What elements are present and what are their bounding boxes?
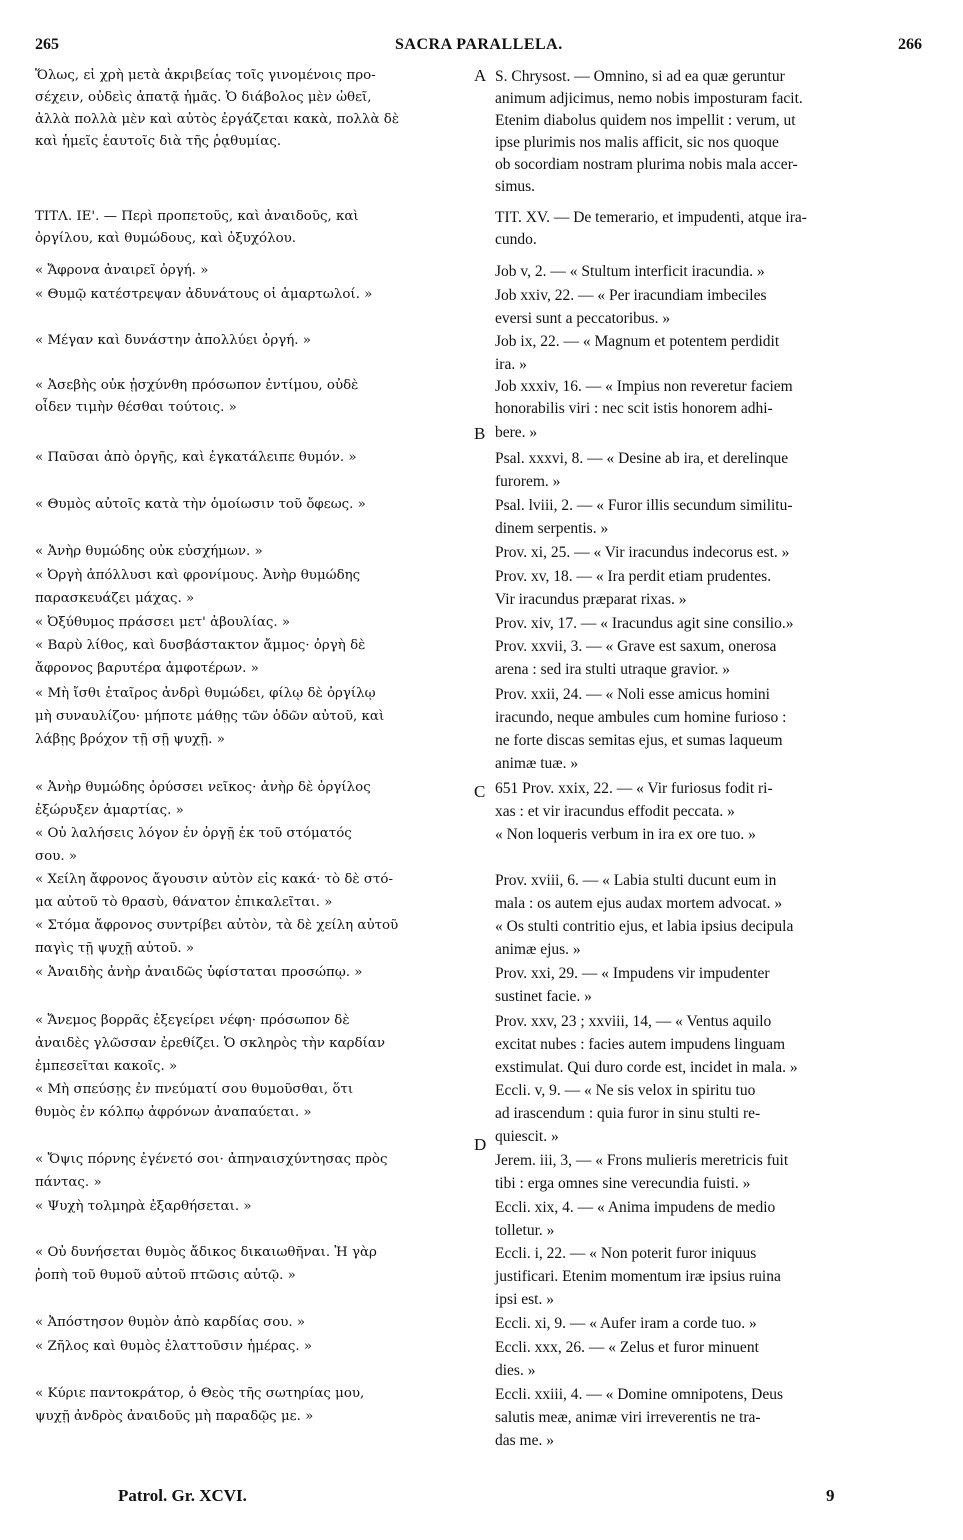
latin-text-line: ipse plurimis nos malis afficit, sic nos quoque [495, 134, 779, 151]
latin-text-line: TIT. XV. — De temerario, et impudenti, atque ira- [495, 209, 807, 226]
greek-text-line: ὀργίλου, καὶ θυμώδους, καὶ ὀξυχόλου. [35, 231, 297, 246]
greek-text-line: « Οὐ δυνήσεται θυμὸς ἄδικος δικαιωθῆναι. Ἡ γὰρ [35, 1245, 377, 1260]
greek-text-line: « Μέγαν καὶ δυνάστην ἀπολλύει ὀργή. » [35, 333, 311, 348]
latin-text-line: excitat nubes : facies autem impudens linguam [495, 1036, 786, 1053]
greek-text-line: λάβῃς βρόχον τῇ σῇ ψυχῇ. » [35, 732, 225, 747]
latin-text-line: cundo. [495, 231, 537, 248]
greek-text-line: πάντας. » [35, 1175, 102, 1190]
latin-text-line: 651 Prov. xxix, 22. — « Vir furiosus fodit ri- [495, 780, 773, 797]
latin-text-line: animæ ejus. » [495, 941, 581, 958]
greek-text-line: ἄφρονος βαρυτέρα ἀμφοτέρων. » [35, 661, 259, 676]
greek-text-line: « Παῦσαι ἀπὸ ὀργῆς, καὶ ἐγκατάλειπε θυμόν. » [35, 450, 357, 465]
greek-text-line: « Χείλη ἄφρονος ἄγουσιν αὐτὸν εἰς κακά· τὸ δὲ στό- [35, 872, 393, 887]
latin-text-line: ob socordiam nostram plurima nobis mala accer- [495, 156, 798, 173]
greek-text-line: « Κύριε παντοκράτορ, ὁ Θεὸς τῆς σωτηρίας μου, [35, 1386, 365, 1401]
latin-text-line: ipsi est. » [495, 1291, 554, 1308]
latin-text-line: dies. » [495, 1362, 536, 1379]
greek-text-line: οἶδεν τιμὴν θέσθαι τούτοις. » [35, 400, 237, 415]
latin-text-line: Prov. xxvii, 3. — « Grave est saxum, onerosa [495, 638, 777, 655]
latin-text-line: Prov. xxi, 29. — « Impudens vir impudenter [495, 965, 770, 982]
latin-text-line: Prov. xxv, 23 ; xxviii, 14, — « Ventus aquilo [495, 1013, 772, 1030]
latin-text-line: iracundo, neque ambules cum homine furioso : [495, 709, 787, 726]
latin-text-line: Prov. xi, 25. — « Vir iracundus indecorus est. » [495, 544, 790, 561]
latin-text-line: ne forte discas semitas ejus, et sumas laqueum [495, 732, 783, 749]
greek-text-line: ἀλλὰ πολλὰ μὲν καὶ αὐτὸς ἐργάζεται κακὰ, πολλὰ δὲ [35, 112, 400, 127]
latin-text-line: Prov. xiv, 17. — « Iracundus agit sine consilio.» [495, 615, 794, 632]
greek-text-line: « Θυμὸς αὐτοῖς κατὰ τὴν ὁμοίωσιν τοῦ ὄφεως. » [35, 497, 366, 512]
greek-text-line: καὶ ἡμεῖς ἑαυτοῖς διὰ τῆς ῥᾳθυμίας. [35, 134, 282, 149]
latin-text-line: Job ix, 22. — « Magnum et potentem perdidit [495, 333, 780, 350]
latin-text-line: Eccli. xxx, 26. — « Zelus et furor minuent [495, 1339, 759, 1356]
footer-signature: 9 [826, 1486, 835, 1505]
latin-text-line: salutis meæ, animæ viri irreverentis ne tra- [495, 1409, 761, 1426]
greek-text-line: ἐξώρυξεν ἁμαρτίας. » [35, 803, 184, 818]
section-letter-a: A [474, 66, 487, 85]
latin-text-line: mala : os autem ejus audax mortem advocat. » [495, 895, 783, 912]
greek-text-line: ῥοπὴ τοῦ θυμοῦ αὐτοῦ πτῶσις αὐτῷ. » [35, 1268, 296, 1283]
running-title: SACRA PARALLELA. [395, 36, 563, 53]
greek-text-line: « Ἄφρονα ἀναιρεῖ ὀργή. » [35, 263, 209, 278]
greek-text-line: « Ὀργὴ ἀπόλλυσι καὶ φρονίμους. Ἀνὴρ θυμώδης [35, 568, 361, 583]
latin-text-line: justificari. Etenim momentum iræ ipsius ruina [495, 1268, 781, 1285]
greek-text-line: παγὶς τῇ ψυχῇ αὐτοῦ. » [35, 941, 195, 956]
latin-text-line: ad irascendum : quia furor in sinu stulti re- [495, 1105, 761, 1122]
latin-text-line: ira. » [495, 356, 527, 373]
greek-text-line: θυμὸς ἐν κόλπῳ ἀφρόνων ἀναπαύεται. » [35, 1105, 312, 1120]
latin-text-line: Vir iracundus præparat rixas. » [495, 591, 687, 608]
greek-text-line: « Ζῆλος καὶ θυμὸς ἐλαττοῦσιν ἡμέρας. » [35, 1339, 313, 1354]
latin-text-line: Etenim diabolus quidem nos impellit : verum, ut [495, 112, 796, 129]
latin-text-line: furorem. » [495, 473, 561, 490]
latin-text-line: Psal. xxxvi, 8. — « Desine ab ira, et derelinque [495, 450, 789, 467]
latin-text-line: animum adjicimus, nemo nobis imposturam facit. [495, 90, 803, 107]
latin-text-line: Prov. xviii, 6. — « Labia stulti ducunt eum in [495, 872, 777, 889]
greek-text-line: « Οὐ λαλήσεις λόγον ἐν ὀργῇ ἐκ τοῦ στόματός [35, 826, 352, 841]
greek-text-line: « Ἀπόστησον θυμὸν ἀπὸ καρδίας σου. » [35, 1315, 306, 1330]
greek-text-line: « Μὴ σπεύσῃς ἐν πνεύματί σου θυμοῦσθαι, ὅτι [35, 1082, 354, 1097]
latin-text-line: Eccli. xix, 4. — « Anima impudens de medio [495, 1199, 776, 1216]
page-number-left: 265 [35, 36, 59, 53]
page-number-right: 266 [898, 36, 922, 53]
greek-text-line: « Ἀσεβὴς οὐκ ᾐσχύνθη πρόσωπον ἐντίμου, οὐδὲ [35, 378, 359, 393]
latin-text-line: simus. [495, 178, 536, 195]
latin-text-line: bere. » [495, 424, 538, 441]
greek-text-line: « Ὄψις πόρνης ἐγένετό σοι· ἀπηναισχύντησας πρὸς [35, 1152, 388, 1167]
greek-text-line: « Ἄνεμος βορρᾶς ἐξεγείρει νέφη· πρόσωπον δὲ [35, 1013, 350, 1028]
latin-text-line: Prov. xv, 18. — « Ira perdit etiam prudentes. [495, 568, 772, 585]
latin-text-line: eversi sunt a peccatoribus. » [495, 310, 671, 327]
greek-text-line: παρασκευάζει μάχας. » [35, 591, 195, 606]
latin-text-line: das me. » [495, 1432, 554, 1449]
latin-text-line: exstimulat. Qui duro corde est, incidet in mala. » [495, 1059, 798, 1076]
greek-text-line: « Βαρὺ λίθος, καὶ δυσβάστακτον ἄμμος· ὀργὴ δὲ [35, 638, 366, 653]
footer-series: Patrol. Gr. XCVI. [118, 1486, 247, 1505]
latin-text-line: « Os stulti contritio ejus, et labia ipsius decipula [495, 918, 794, 935]
latin-text-line: honorabilis viri : nec scit istis honorem adhi- [495, 400, 773, 417]
latin-text-line: dinem serpentis. » [495, 520, 609, 537]
greek-text-line: Ὅλως, εἰ χρὴ μετὰ ἀκριβείας τοῖς γινομένοις προ- [35, 68, 376, 83]
latin-text-line: Eccli. xxiii, 4. — « Domine omnipotens, Deus [495, 1386, 784, 1403]
greek-text-line: « Ψυχὴ τολμηρὰ ἐξαρθήσεται. » [35, 1199, 252, 1214]
greek-text-line: « Μὴ ἴσθι ἑταῖρος ἀνδρὶ θυμώδει, φίλῳ δὲ ὀργίλῳ [35, 686, 376, 701]
greek-text-line: σέχειν, οὐδεὶς ἀπατᾷ ἡμᾶς. Ὁ διάβολος μὲν ὠθεῖ, [35, 90, 372, 105]
greek-text-line: « Θυμῷ κατέστρεψαν ἀδυνάτους οἱ ἁμαρτωλοί. » [35, 287, 373, 302]
greek-text-line: ψυχῇ ἀνδρὸς ἀναιδοῦς μὴ παραδῷς με. » [35, 1409, 314, 1424]
greek-text-line: « Στόμα ἄφρονος συντρίβει αὐτὸν, τὰ δὲ χείλη αὐτοῦ [35, 918, 399, 933]
latin-text-line: Eccli. v, 9. — « Ne sis velox in spiritu tuo [495, 1082, 756, 1099]
latin-text-line: quiescit. » [495, 1128, 559, 1145]
latin-text-line: Job xxiv, 22. — « Per iracundiam imbeciles [495, 287, 767, 304]
greek-text-line: « Ἀνὴρ θυμώδης οὐκ εὐσχήμων. » [35, 544, 263, 559]
latin-text-line: S. Chrysost. — Omnino, si ad ea quæ geruntur [495, 68, 785, 85]
greek-text-line: ἀναιδὲς γλῶσσαν ἐρεθίζει. Ὁ σκληρὸς τὴν καρδίαν [35, 1036, 385, 1051]
latin-text-line: Psal. lviii, 2. — « Furor illis secundum similitu- [495, 497, 793, 514]
greek-text-line: ΤΙΤΛ. ΙΕ'. — Περὶ προπετοῦς, καὶ ἀναιδοῦς, καὶ [35, 209, 359, 224]
latin-text-line: arena : sed ira stulti utraque gravior. » [495, 661, 731, 678]
greek-text-line: ἐμπεσεῖται κακοῖς. » [35, 1059, 178, 1074]
latin-text-line: Job xxxiv, 16. — « Impius non reveretur faciem [495, 378, 793, 395]
latin-text-line: « Non loqueris verbum in ira ex ore tuo. » [495, 826, 756, 843]
section-letter-b: B [474, 424, 486, 443]
latin-text-line: tibi : erga omnes sine verecundia fuisti. » [495, 1175, 751, 1192]
section-letter-d: D [474, 1135, 487, 1154]
latin-text-line: Jerem. iii, 3, — « Frons mulieris meretricis fuit [495, 1152, 789, 1169]
latin-text-line: tolletur. » [495, 1222, 555, 1239]
greek-text-line: « Ἀνὴρ θυμώδης ὀρύσσει νεῖκος· ἀνὴρ δὲ ὀργίλος [35, 780, 371, 795]
latin-text-line: Job v, 2. — « Stultum interficit iracundia. » [495, 263, 765, 280]
latin-text-line: animæ tuæ. » [495, 755, 579, 772]
latin-text-line: xas : et vir iracundus effodit peccata. » [495, 803, 735, 820]
greek-text-line: « Ἀναιδὴς ἀνὴρ ἀναιδῶς ὑφίσταται προσώπῳ. » [35, 965, 363, 980]
latin-text-line: sustinet facie. » [495, 988, 592, 1005]
latin-text-line: Eccli. xi, 9. — « Aufer iram a corde tuo. » [495, 1315, 757, 1332]
greek-text-line: σου. » [35, 849, 78, 864]
latin-text-line: Prov. xxii, 24. — « Noli esse amicus homini [495, 686, 770, 703]
greek-text-line: « Ὀξύθυμος πράσσει μετ' ἀβουλίας. » [35, 615, 291, 630]
latin-text-line: Eccli. i, 22. — « Non poterit furor iniquus [495, 1245, 757, 1262]
greek-text-line: μὴ συναυλίζου· μήποτε μάθῃς τῶν ὁδῶν αὐτοῦ, καὶ [35, 709, 385, 724]
section-letter-c: C [474, 782, 486, 801]
greek-text-line: μα αὐτοῦ τὸ θρασὺ, θάνατον ἐπικαλεῖται. » [35, 895, 333, 910]
